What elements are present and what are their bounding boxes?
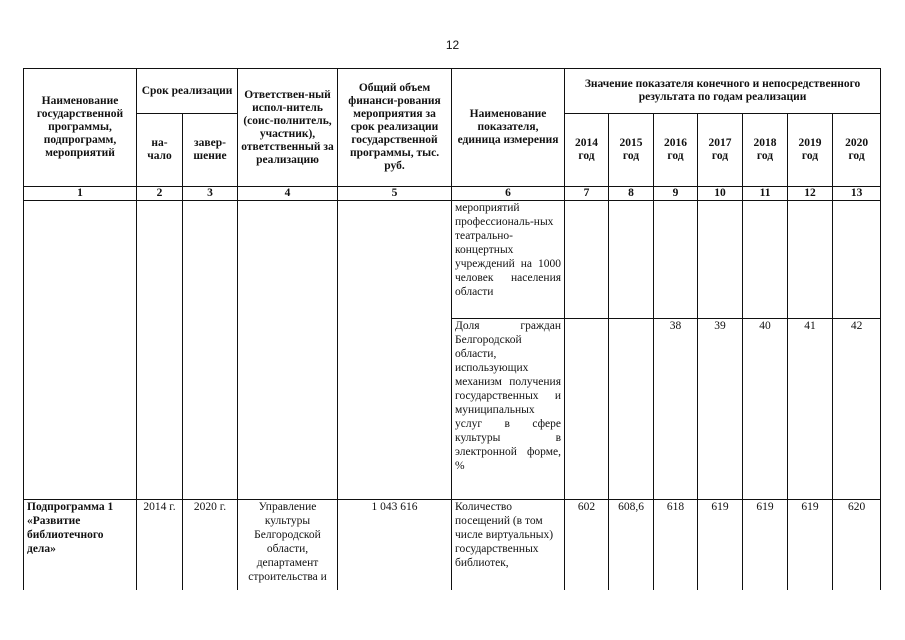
indicator-cell: мероприятий профессиональ-ных театрально-концертных учреждений на 1000 человек населения области (452, 201, 565, 319)
header-start: на-чало (137, 114, 183, 187)
value-cell (788, 201, 833, 319)
column-number: 8 (609, 187, 654, 201)
header-values: Значение показателя конечного и непосредственного результата по годам реализации (565, 69, 881, 114)
column-number: 10 (698, 187, 743, 201)
end-cell (183, 201, 238, 500)
funding-cell (338, 201, 452, 500)
column-number: 3 (183, 187, 238, 201)
column-number: 7 (565, 187, 609, 201)
value-cell: 619 (788, 500, 833, 590)
executor-cell (238, 201, 338, 500)
value-cell (743, 201, 788, 319)
value-cell (833, 201, 881, 319)
column-number: 1 (24, 187, 137, 201)
executor-cell: Управление культуры Белгородской области, департамент строительства и (238, 500, 338, 590)
value-cell: 39 (698, 319, 743, 500)
subprogram-name-text: Подпрограмма 1 «Развитие библиотечного дела» (27, 501, 114, 555)
header-year-2020: 2020 год (833, 114, 881, 187)
value-cell (609, 201, 654, 319)
end-cell: 2020 г. (183, 500, 238, 590)
value-cell: 42 (833, 319, 881, 500)
header-year-2018: 2018 год (743, 114, 788, 187)
start-cell: 2014 г. (137, 500, 183, 590)
value-cell: 38 (654, 319, 698, 500)
indicator-cell: Доля граждан Белгородской области, использующих механизм получения государственных и муниципальных услуг в сфере культуры в электронной форме, % (452, 319, 565, 500)
column-number: 2 (137, 187, 183, 201)
value-cell: 40 (743, 319, 788, 500)
value-cell: 608,6 (609, 500, 654, 590)
program-table (23, 68, 881, 590)
header-end: завер-шение (183, 114, 238, 187)
column-number: 9 (654, 187, 698, 201)
funding-cell: 1 043 616 (338, 500, 452, 590)
column-number: 4 (238, 187, 338, 201)
header-funding: Общий объем финанси-рования мероприятия за срок реализации государственной программы, тыс. руб. (338, 69, 452, 187)
header-year-2017: 2017 год (698, 114, 743, 187)
header-year-2014: 2014 год (565, 114, 609, 187)
value-cell: 619 (743, 500, 788, 590)
program-name-cell (24, 201, 137, 500)
table-row (24, 500, 881, 590)
page-number: 12 (445, 38, 460, 52)
column-number: 6 (452, 187, 565, 201)
column-number: 12 (788, 187, 833, 201)
header-year-2019: 2019 год (788, 114, 833, 187)
header-year-2015: 2015 год (609, 114, 654, 187)
subprogram-name (24, 500, 137, 590)
value-cell: 618 (654, 500, 698, 590)
value-cell: 41 (788, 319, 833, 500)
value-cell: 602 (565, 500, 609, 590)
column-number: 11 (743, 187, 788, 201)
value-cell (698, 201, 743, 319)
indicator-cell: Количество посещений (в том числе виртуальных) государственных библиотек, (452, 500, 565, 590)
header-year-2016: 2016 год (654, 114, 698, 187)
table-row (24, 201, 881, 319)
value-cell (654, 201, 698, 319)
value-cell (609, 319, 654, 500)
header-term: Срок реализации (137, 69, 238, 114)
header-program-name: Наименование государственной программы, подпрограмм, мероприятий (24, 69, 137, 187)
column-number: 5 (338, 187, 452, 201)
header-indicator: Наименование показателя, единица измерения (452, 69, 565, 187)
value-cell: 620 (833, 500, 881, 590)
column-number-row (24, 187, 881, 201)
start-cell (137, 201, 183, 500)
header-executor: Ответствен-ный испол-нитель (соис-полнитель, участник), ответственный за реализацию (238, 69, 338, 187)
column-number: 13 (833, 187, 881, 201)
value-cell: 619 (698, 500, 743, 590)
value-cell (565, 201, 609, 319)
value-cell (565, 319, 609, 500)
